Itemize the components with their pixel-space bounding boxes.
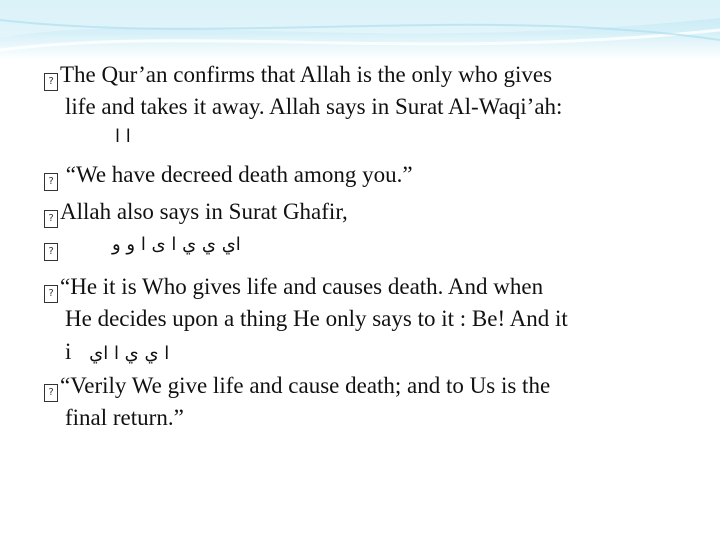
line-8 bbox=[65, 305, 568, 333]
line-text: “We have decreed death among you.” bbox=[60, 162, 413, 187]
line-11 bbox=[65, 404, 184, 432]
bullet-icon: ? bbox=[44, 384, 58, 402]
line-text: He decides upon a thing He only says to it : Be! And it bbox=[65, 306, 568, 331]
arabic-text: اي ي ي ا ى ا و و bbox=[112, 234, 241, 255]
line-5 bbox=[44, 198, 348, 228]
bullet-icon: ? bbox=[44, 173, 58, 191]
line-text: “He it is Who gives life and causes death. And when bbox=[60, 274, 544, 299]
line-4 bbox=[44, 161, 413, 191]
line-10 bbox=[44, 372, 550, 402]
line-text: life and takes it away. Allah says in Surat Al-Waqi’ah: bbox=[65, 94, 563, 119]
line-9 bbox=[65, 338, 169, 368]
line-text: i bbox=[65, 339, 72, 364]
bullet-icon: ? bbox=[44, 210, 58, 228]
line-text: The Qur’an confirms that Allah is the only who gives bbox=[60, 62, 553, 87]
line-text: “Verily We give life and cause death; and to Us is the bbox=[60, 373, 551, 398]
line-1 bbox=[44, 61, 552, 91]
arabic-verse-ghafir bbox=[112, 231, 241, 259]
line-text: Allah also says in Surat Ghafir, bbox=[60, 199, 348, 224]
bullet-icon: ? bbox=[44, 243, 58, 261]
line-text: final return.” bbox=[65, 405, 184, 430]
line-7 bbox=[44, 273, 543, 303]
line-6 bbox=[44, 231, 60, 261]
bullet-icon: ? bbox=[44, 73, 58, 91]
bullet-icon: ? bbox=[44, 285, 58, 303]
arabic-verse-waqiah bbox=[115, 123, 131, 151]
arabic-text: ا ا bbox=[115, 126, 131, 147]
arabic-text: ا ي ي ا اي bbox=[89, 343, 170, 364]
line-2 bbox=[65, 93, 562, 121]
